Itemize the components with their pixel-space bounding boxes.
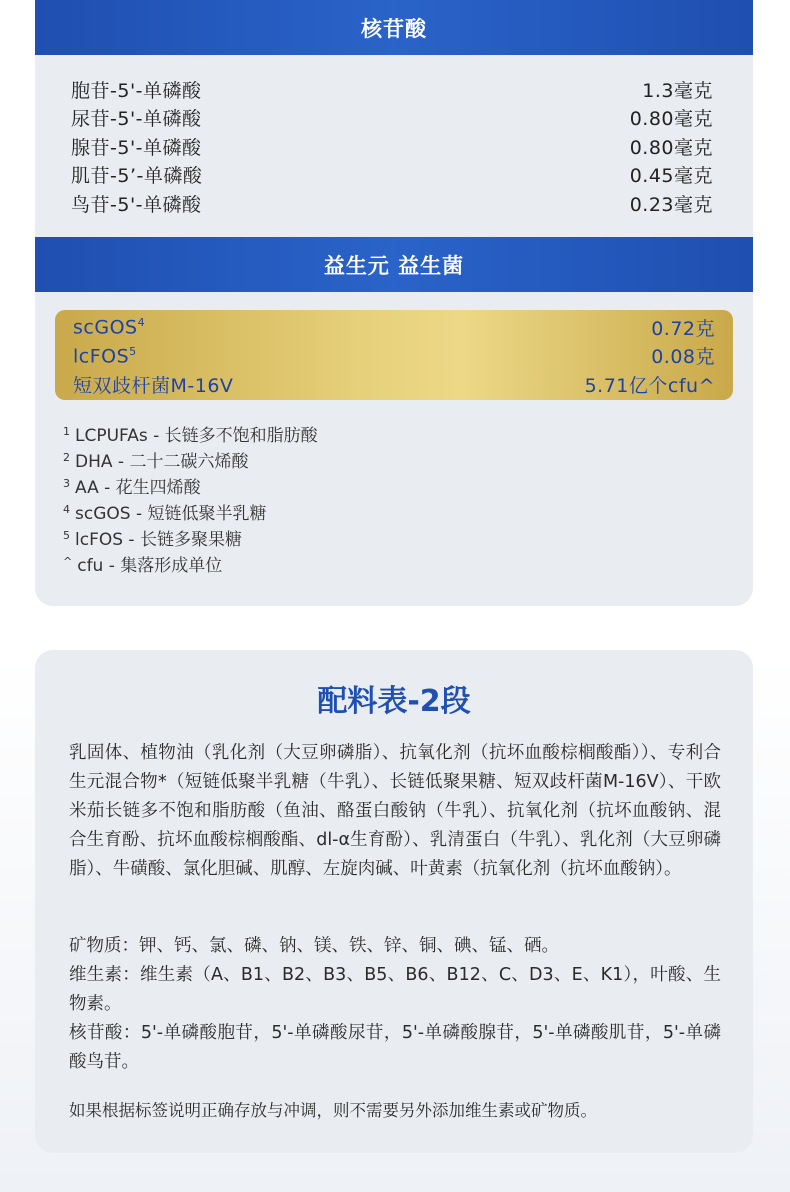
footnote [63,498,723,524]
probiotic-value: 5.71亿个cfu^ [584,374,715,397]
probiotic-row [73,370,715,399]
ingredients-nucleotides: 核苷酸：5'-单磷酸胞苷，5'-单磷酸尿苷，5'-单磷酸腺苷，5'-单磷酸肌苷，5'-单磷酸鸟苷。 [69,1023,721,1072]
probiotic-name: 短双歧杆菌M-16V [73,374,234,397]
ingredients-title: 配料表-2段 [317,684,471,719]
footnote-mark: 1 [63,424,70,438]
nucleotide-value: 0.80毫克 [629,136,713,159]
ingredients-note: 如果根据标签说明正确存放与冲调，则不需要另外添加维生素或矿物质。 [69,1101,597,1120]
footnote-mark: 4 [137,316,146,330]
nucleotide-value: 0.80毫克 [629,108,713,131]
ingredients-card [35,650,753,1153]
footnote-mark: 5 [63,528,70,542]
probiotics-title: 益生元 益生菌 [323,253,465,278]
nucleotides-header [35,0,753,55]
nucleotide-row [71,161,713,190]
ingredients-vitamins: 维生素：维生素（A、B1、B2、B3、B5、B6、B12、C、D3、E、K1），叶酸、生物素。 [69,965,721,1014]
nucleotide-name: 胞苷-5'-单磷酸 [71,79,202,102]
footnote [63,446,723,472]
nucleotides-title: 核苷酸 [361,16,427,41]
footnote-mark: 5 [129,344,137,358]
nucleotide-name: 鸟苷-5'-单磷酸 [71,193,202,216]
nucleotide-row [71,189,713,218]
footnote-text: DHA - 二十二碳六烯酸 [75,451,249,472]
nucleotide-row [71,104,713,133]
probiotic-row [73,342,715,371]
footnote-text: lcFOS - 长链多聚果糖 [75,529,242,550]
footnote [63,420,723,446]
footnote-text: LCPUFAs - 长链多不饱和脂肪酸 [75,425,318,446]
nucleotide-value: 1.3毫克 [642,79,713,102]
footnote-text: AA - 花生四烯酸 [75,477,201,498]
probiotic-row [73,313,715,342]
footnote-text: cfu - 集落形成单位 [77,555,223,576]
nucleotide-name: 腺苷-5'-单磷酸 [71,136,202,159]
probiotic-name: scGOS [73,316,138,339]
nucleotide-name: 尿苷-5'-单磷酸 [71,108,202,131]
footnote [63,524,723,550]
probiotic-name: lcFOS [73,344,130,367]
footnote [63,472,723,498]
probiotics-highlight [55,310,733,400]
ingredients-main: 乳固体、植物油（乳化剂（大豆卵磷脂）、抗氧化剂（抗坏血酸棕榈酸酯））、专利合生元混合物*（短链低聚半乳糖（牛乳）、长链低聚果糖、短双歧杆菌M-16V）、干欧米茄长链多不饱和脂肪酸（鱼油、酪蛋白酸钠（牛乳）、抗氧化剂（抗坏血酸钠、混合生育酚、抗坏血酸棕榈酸酯、dl-α生育酚）、乳清蛋白（牛乳）、乳化剂（大豆卵磷脂）、牛磺酸、氯化胆碱、肌醇、左旋肉碱、叶黄素（抗氧化剂（抗坏血酸钠）。 [69,743,721,879]
footnote-mark: 2 [63,450,70,464]
nucleotide-name: 肌苷-5’-单磷酸 [71,165,203,188]
nucleotide-row [71,132,713,161]
footnotes [63,420,723,576]
footnote-mark: 3 [63,476,70,490]
nucleotides-list [71,75,713,218]
footnote-mark: ^ [63,554,73,568]
footnote [63,550,723,576]
nucleotide-row [71,75,713,104]
ingredients-minerals: 矿物质：钾、钙、氯、磷、钠、镁、铁、锌、铜、碘、锰、硒。 [69,936,559,956]
footnote-text: scGOS - 短链低聚半乳糖 [75,503,267,524]
nucleotide-value: 0.23毫克 [629,193,713,216]
nucleotide-value: 0.45毫克 [629,165,713,188]
probiotic-value: 0.08克 [651,346,715,369]
probiotics-header [35,237,753,292]
probiotic-value: 0.72克 [651,317,715,340]
nutrition-card [35,0,753,606]
footnote-mark: 4 [63,502,70,516]
